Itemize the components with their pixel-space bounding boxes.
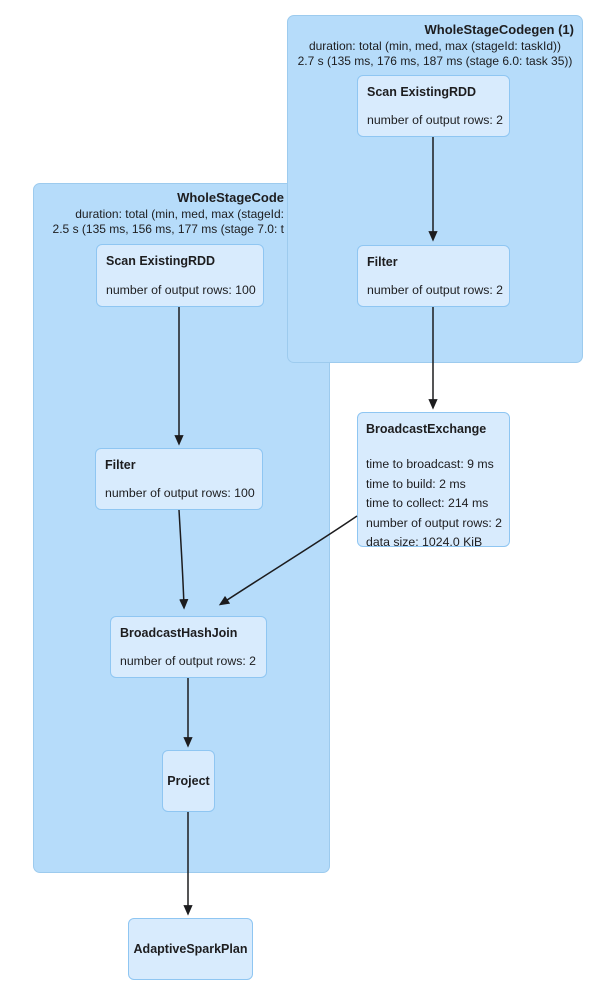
- wholestagecodegen-1-cluster: [287, 15, 583, 363]
- node-title: Scan ExistingRDD: [367, 85, 477, 99]
- scan-existingrdd-node-2[interactable]: [96, 244, 264, 307]
- duration-line-2: 2.7 s (135 ms, 176 ms, 187 ms (stage 6.0: task 35)): [297, 54, 573, 68]
- cluster-duration-metrics: [53, 207, 284, 237]
- node-title: Project: [167, 774, 210, 788]
- filter-node-2[interactable]: [95, 448, 263, 510]
- node-title: Filter: [105, 458, 136, 472]
- node-metric: time to build: 2 ms: [366, 476, 466, 491]
- node-metric: number of output rows: 2: [367, 113, 504, 127]
- node-metric: time to broadcast: 9 ms: [366, 457, 494, 471]
- duration-line-1: duration: total (min, med, max (stageId: taskId)): [308, 39, 562, 53]
- node-metric: number of output rows: 2: [366, 515, 503, 530]
- node-metric: number of output rows: 100: [106, 283, 256, 297]
- duration-line-1: duration: total (min, med, max (stageId:: [75, 207, 284, 221]
- node-title: BroadcastExchange: [366, 422, 487, 436]
- node-title: Filter: [367, 255, 398, 269]
- scan-existingrdd-node-1[interactable]: [357, 75, 510, 137]
- node-metric: number of output rows: 100: [105, 486, 255, 500]
- node-metrics: [366, 455, 502, 553]
- node-title: BroadcastHashJoin: [120, 626, 238, 640]
- duration-line-2: 2.5 s (135 ms, 156 ms, 177 ms (stage 7.0: t: [52, 222, 284, 236]
- broadcast-hash-join-node[interactable]: [110, 616, 267, 678]
- filter-node-1[interactable]: [357, 245, 510, 307]
- adaptive-spark-plan-node[interactable]: [128, 918, 253, 980]
- node-metric: number of output rows: 2: [120, 654, 257, 668]
- node-title: AdaptiveSparkPlan: [133, 942, 248, 956]
- node-title: Scan ExistingRDD: [106, 254, 216, 268]
- cluster-duration-metrics: [288, 39, 582, 69]
- node-metric: number of output rows: 2: [367, 283, 504, 297]
- broadcast-exchange-node[interactable]: [357, 412, 510, 547]
- cluster-title: WholeStageCodegen (1): [424, 22, 574, 37]
- node-metric: time to collect: 214 ms: [366, 496, 489, 510]
- cluster-title: WholeStageCode: [177, 190, 284, 205]
- project-node[interactable]: [162, 750, 215, 812]
- node-metric: data size: 1024.0 KiB: [366, 535, 483, 549]
